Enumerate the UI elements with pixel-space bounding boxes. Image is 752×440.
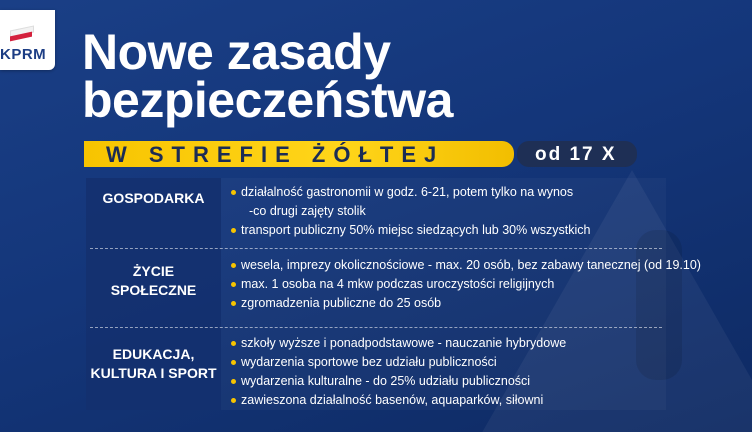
date-badge-text: od 17 X [535,144,617,165]
list-item: wesela, imprezy okolicznościowe - max. 20 osób, bez zabawy tanecznej (od 19.10) [231,256,671,275]
section-items [231,256,701,313]
section-label: GOSPODARKA [102,190,205,206]
logo-text: KPRM [0,46,47,63]
list-item: działalność gastronomii w godz. 6-21, potem tylko na wynos -co drugi zajęty stolik [231,183,671,221]
section-divider [90,248,662,249]
zone-banner [84,141,514,167]
section-divider [90,327,662,328]
kprm-logo [0,10,55,70]
title-line-2: bezpieczeństwa [82,72,453,128]
bottom-strip [0,432,752,440]
list-item: szkoły wyższe i ponadpodstawowe - nauczanie hybrydowe [231,334,671,353]
list-item: transport publiczny 50% miejsc siedzących lub 30% wszystkich [231,221,671,240]
list-item: max. 1 osoba na 4 mkw podczas uroczystości religijnych [231,275,671,294]
section-label: ŻYCIE SPOŁECZNE [110,263,197,298]
zone-banner-text: W STREFIE ŻÓŁTEJ [106,142,445,167]
list-item: zawieszona działalność basenów, aquaparków, siłowni [231,391,671,410]
section-label: EDUKACJA, KULTURA I SPORT [90,346,217,381]
section-items [231,183,671,240]
rules-table [86,178,701,410]
list-item: wydarzenia kulturalne - do 25% udziału publiczności [231,372,671,391]
date-badge [517,141,637,167]
page-title [82,24,453,128]
list-item: zgromadzenia publiczne do 25 osób [231,294,671,313]
section-items [231,334,671,410]
title-line-1: Nowe zasady [82,24,391,80]
list-item: wydarzenia sportowe bez udziału publiczności [231,353,671,372]
